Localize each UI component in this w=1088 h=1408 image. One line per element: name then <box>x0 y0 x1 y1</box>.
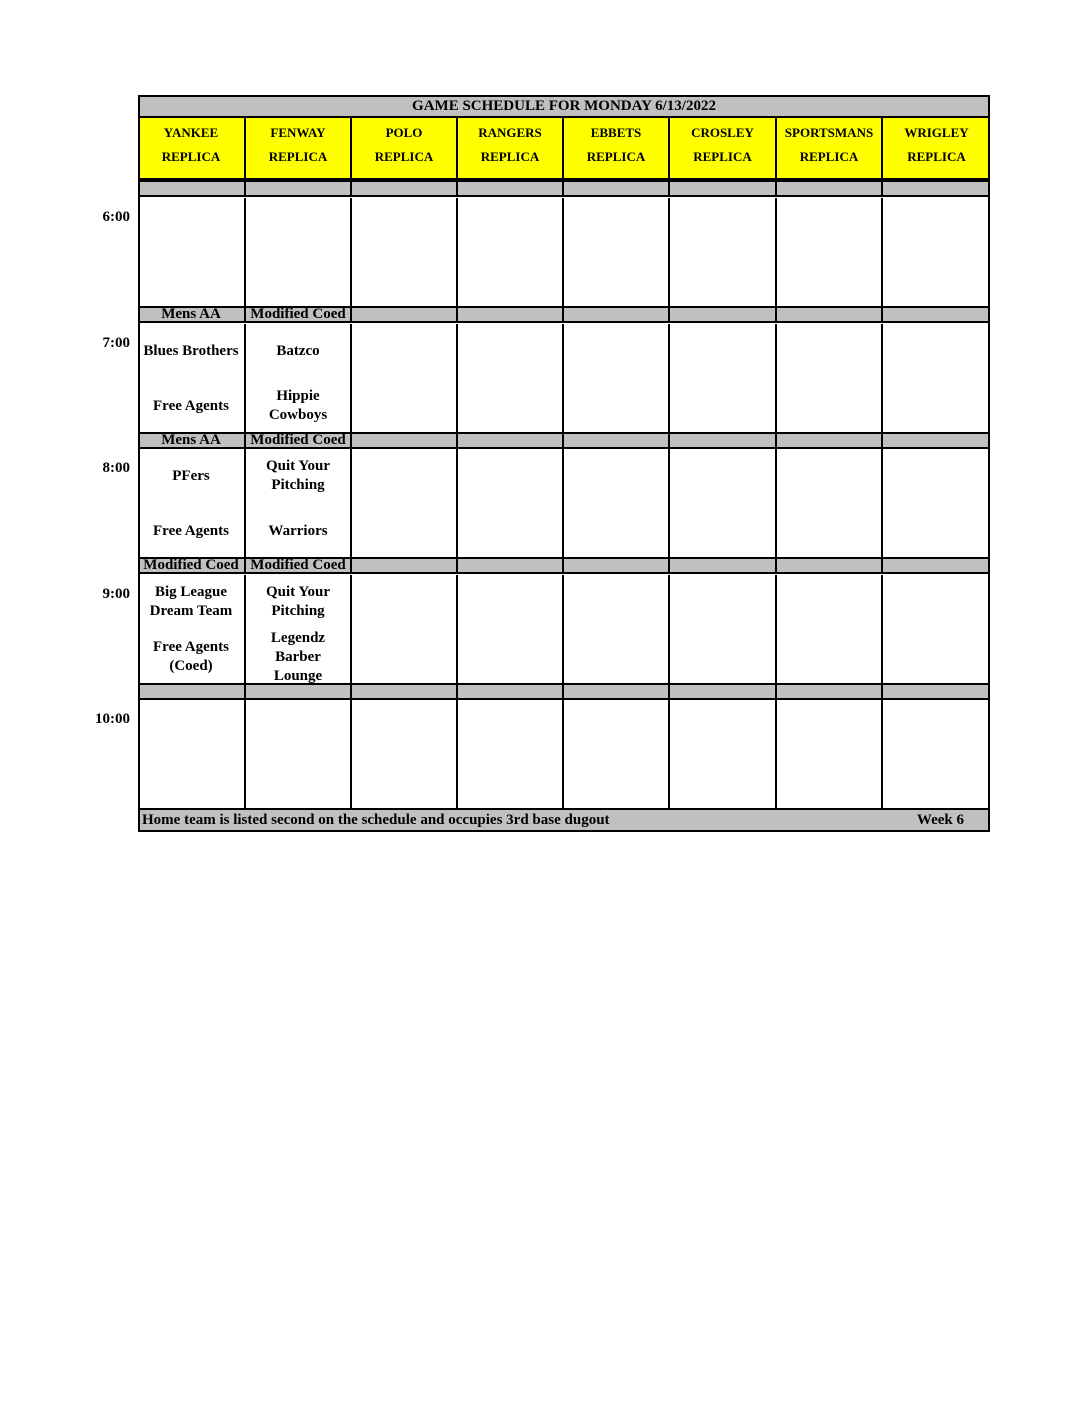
division-label: Modified Coed <box>138 557 246 574</box>
field-name: POLO <box>385 125 423 140</box>
field-name: CROSLEY <box>691 125 754 140</box>
division-label: Mens AA <box>138 432 246 449</box>
field-subtitle: REPLICA <box>586 149 646 164</box>
home-team: Free Agents <box>153 397 229 414</box>
field-subtitle: REPLICA <box>907 149 966 164</box>
field-name: YANKEE <box>163 125 219 140</box>
field-subtitle: REPLICA <box>799 149 859 164</box>
time-label: 6:00 <box>102 209 130 225</box>
division-label: Modified Coed <box>246 557 352 574</box>
division-label: Mens AA <box>138 306 246 323</box>
table-frame <box>138 95 990 832</box>
field-subtitle: REPLICA <box>374 149 434 164</box>
home-team: Legendz Barber Lounge <box>270 629 326 684</box>
time-label: 7:00 <box>102 335 130 351</box>
home-team: Warriors <box>268 522 328 539</box>
field-name: FENWAY <box>270 125 326 140</box>
home-team: Free Agents <box>153 522 229 539</box>
field-name: RANGERS <box>478 125 542 140</box>
division-label: Modified Coed <box>246 306 352 323</box>
away-team: Batzco <box>276 342 320 359</box>
away-team: PFers <box>172 467 210 484</box>
week-label: Week 6 <box>916 812 964 828</box>
away-team: Quit Your Pitching <box>265 458 331 493</box>
time-label: 9:00 <box>102 586 130 602</box>
schedule-title: GAME SCHEDULE FOR MONDAY 6/13/2022 <box>138 95 990 118</box>
time-label: 8:00 <box>102 460 130 476</box>
field-subtitle: REPLICA <box>693 149 752 164</box>
field-name: WRIGLEY <box>904 125 969 140</box>
field-subtitle: REPLICA <box>268 149 328 164</box>
division-label: Modified Coed <box>246 432 352 449</box>
field-subtitle: REPLICA <box>161 149 221 164</box>
home-team-note: Home team is listed second on the schedule and occupies 3rd base dugout <box>142 812 610 828</box>
field-subtitle: REPLICA <box>480 149 540 164</box>
away-team: Quit Your Pitching <box>265 584 331 619</box>
away-team: Blues Brothers <box>143 342 239 359</box>
field-name: EBBETS <box>590 125 642 140</box>
field-name: SPORTSMANS <box>784 125 874 140</box>
away-team: Big League Dream Team <box>149 584 233 619</box>
home-team: Hippie Cowboys <box>268 388 328 423</box>
home-team: Free Agents (Coed) <box>153 639 229 674</box>
time-label: 10:00 <box>95 711 130 727</box>
schedule-table <box>138 95 990 832</box>
